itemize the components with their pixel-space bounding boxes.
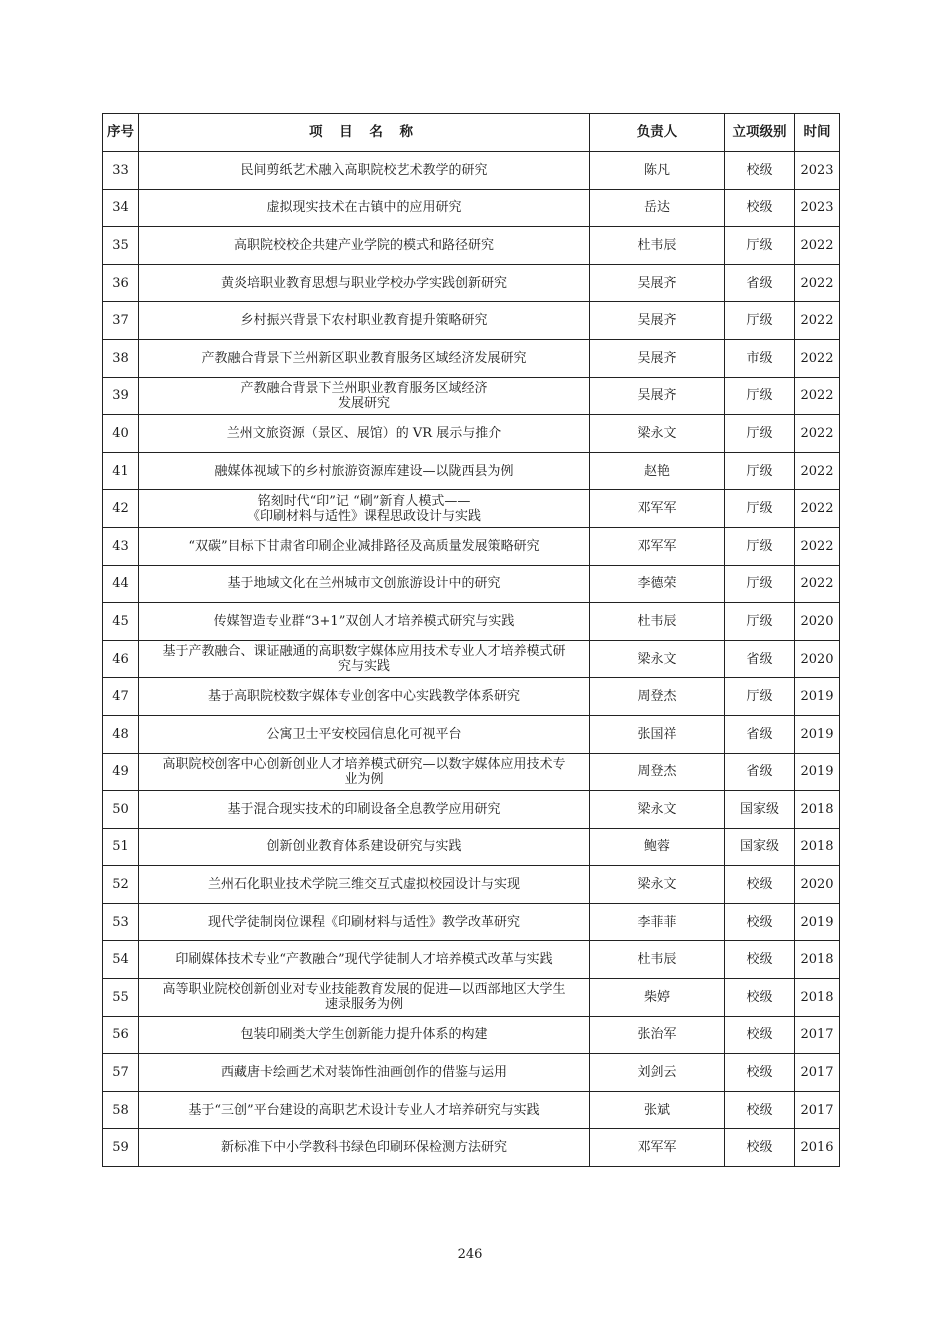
cell-year: 2018 <box>795 979 840 1017</box>
cell-level: 厅级 <box>725 415 795 453</box>
cell-project-name: 高等职业院校创新创业对专业技能教育发展的促进—以西部地区大学生 速录服务为例 <box>139 979 590 1017</box>
cell-project-name: 现代学徒制岗位课程《印刷材料与适性》教学改革研究 <box>139 903 590 941</box>
cell-project-name: 黄炎培职业教育思想与职业学校办学实践创新研究 <box>139 264 590 302</box>
cell-no: 38 <box>103 339 139 377</box>
cell-project-name: 高职院校创客中心创新创业人才培养模式研究—以数字媒体应用技术专 业为例 <box>139 753 590 791</box>
cell-no: 50 <box>103 791 139 829</box>
cell-year: 2023 <box>795 152 840 190</box>
cell-no: 46 <box>103 640 139 678</box>
table-row <box>103 565 840 603</box>
cell-level: 校级 <box>725 1091 795 1129</box>
cell-leader: 吴展齐 <box>590 377 725 415</box>
cell-year: 2022 <box>795 377 840 415</box>
table-row <box>103 1054 840 1092</box>
table-row <box>103 715 840 753</box>
cell-year: 2022 <box>795 527 840 565</box>
cell-level: 厅级 <box>725 452 795 490</box>
cell-no: 59 <box>103 1129 139 1167</box>
cell-leader: 赵艳 <box>590 452 725 490</box>
cell-leader: 邓军军 <box>590 527 725 565</box>
cell-leader: 李德荣 <box>590 565 725 603</box>
table-row <box>103 264 840 302</box>
table-row <box>103 941 840 979</box>
cell-project-name: 基于混合现实技术的印刷设备全息教学应用研究 <box>139 791 590 829</box>
cell-project-name: 西藏唐卡绘画艺术对装饰性油画创作的借鉴与运用 <box>139 1054 590 1092</box>
table-row <box>103 903 840 941</box>
header-no: 序号 <box>103 114 139 152</box>
table-row <box>103 979 840 1017</box>
cell-level: 厅级 <box>725 678 795 716</box>
cell-project-name: 产教融合背景下兰州职业教育服务区域经济 发展研究 <box>139 377 590 415</box>
cell-year: 2022 <box>795 415 840 453</box>
cell-no: 48 <box>103 715 139 753</box>
cell-year: 2019 <box>795 753 840 791</box>
table-header <box>103 114 840 152</box>
table-row <box>103 452 840 490</box>
table-row <box>103 377 840 415</box>
cell-project-name: 融媒体视域下的乡村旅游资源库建设—以陇西县为例 <box>139 452 590 490</box>
cell-leader: 杜韦辰 <box>590 227 725 265</box>
cell-no: 52 <box>103 866 139 904</box>
cell-leader: 吴展齐 <box>590 302 725 340</box>
cell-no: 51 <box>103 828 139 866</box>
cell-level: 厅级 <box>725 490 795 528</box>
cell-year: 2016 <box>795 1129 840 1167</box>
cell-year: 2018 <box>795 828 840 866</box>
cell-level: 国家级 <box>725 828 795 866</box>
cell-year: 2022 <box>795 490 840 528</box>
table-row <box>103 753 840 791</box>
cell-leader: 梁永文 <box>590 415 725 453</box>
cell-level: 校级 <box>725 189 795 227</box>
table-row <box>103 189 840 227</box>
cell-level: 校级 <box>725 979 795 1017</box>
table-row <box>103 527 840 565</box>
header-level: 立项级别 <box>725 114 795 152</box>
cell-leader: 岳达 <box>590 189 725 227</box>
cell-level: 市级 <box>725 339 795 377</box>
cell-level: 省级 <box>725 715 795 753</box>
cell-no: 55 <box>103 979 139 1017</box>
cell-project-name: 印刷媒体技术专业“产教融合”现代学徒制人才培养模式改革与实践 <box>139 941 590 979</box>
cell-leader: 邓军军 <box>590 1129 725 1167</box>
cell-no: 34 <box>103 189 139 227</box>
header-year: 时间 <box>795 114 840 152</box>
cell-level: 国家级 <box>725 791 795 829</box>
table-row <box>103 339 840 377</box>
cell-leader: 梁永文 <box>590 640 725 678</box>
cell-year: 2022 <box>795 264 840 302</box>
cell-leader: 周登杰 <box>590 678 725 716</box>
cell-level: 校级 <box>725 152 795 190</box>
cell-no: 53 <box>103 903 139 941</box>
cell-year: 2022 <box>795 565 840 603</box>
cell-leader: 杜韦辰 <box>590 603 725 641</box>
cell-no: 44 <box>103 565 139 603</box>
cell-no: 35 <box>103 227 139 265</box>
project-table <box>102 113 840 1167</box>
cell-no: 41 <box>103 452 139 490</box>
cell-level: 省级 <box>725 640 795 678</box>
cell-level: 厅级 <box>725 302 795 340</box>
cell-year: 2018 <box>795 941 840 979</box>
cell-leader: 柴婷 <box>590 979 725 1017</box>
cell-year: 2019 <box>795 715 840 753</box>
cell-year: 2019 <box>795 903 840 941</box>
cell-year: 2017 <box>795 1091 840 1129</box>
cell-level: 厅级 <box>725 603 795 641</box>
cell-project-name: 公寓卫士平安校园信息化可视平台 <box>139 715 590 753</box>
table-row <box>103 791 840 829</box>
cell-level: 校级 <box>725 1016 795 1054</box>
cell-leader: 杜韦辰 <box>590 941 725 979</box>
cell-year: 2018 <box>795 791 840 829</box>
cell-level: 省级 <box>725 753 795 791</box>
cell-project-name: 基于产教融合、课证融通的高职数字媒体应用技术专业人才培养模式研 究与实践 <box>139 640 590 678</box>
cell-year: 2017 <box>795 1016 840 1054</box>
table-row <box>103 1016 840 1054</box>
cell-no: 39 <box>103 377 139 415</box>
table-row <box>103 1091 840 1129</box>
cell-year: 2017 <box>795 1054 840 1092</box>
cell-project-name: 基于“三创”平台建设的高职艺术设计专业人才培养研究与实践 <box>139 1091 590 1129</box>
cell-no: 58 <box>103 1091 139 1129</box>
page-number: 246 <box>457 1247 483 1262</box>
cell-no: 57 <box>103 1054 139 1092</box>
cell-year: 2022 <box>795 452 840 490</box>
cell-year: 2022 <box>795 339 840 377</box>
table-row <box>103 415 840 453</box>
cell-leader: 吴展齐 <box>590 339 725 377</box>
cell-leader: 李菲菲 <box>590 903 725 941</box>
cell-leader: 梁永文 <box>590 866 725 904</box>
cell-project-name: 包装印刷类大学生创新能力提升体系的构建 <box>139 1016 590 1054</box>
cell-project-name: 乡村振兴背景下农村职业教育提升策略研究 <box>139 302 590 340</box>
cell-level: 厅级 <box>725 565 795 603</box>
cell-project-name: 产教融合背景下兰州新区职业教育服务区域经济发展研究 <box>139 339 590 377</box>
cell-no: 36 <box>103 264 139 302</box>
table-body <box>103 152 840 1167</box>
cell-no: 56 <box>103 1016 139 1054</box>
cell-leader: 刘剑云 <box>590 1054 725 1092</box>
cell-year: 2020 <box>795 603 840 641</box>
cell-leader: 梁永文 <box>590 791 725 829</box>
cell-project-name: 传媒智造专业群“3+1”双创人才培养模式研究与实践 <box>139 603 590 641</box>
cell-project-name: 兰州文旅资源（景区、展馆）的 VR 展示与推介 <box>139 415 590 453</box>
cell-leader: 吴展齐 <box>590 264 725 302</box>
table-row <box>103 640 840 678</box>
table-row <box>103 603 840 641</box>
table-row <box>103 302 840 340</box>
cell-no: 42 <box>103 490 139 528</box>
cell-level: 省级 <box>725 264 795 302</box>
header-lead: 负责人 <box>590 114 725 152</box>
table-row <box>103 1129 840 1167</box>
table-row <box>103 152 840 190</box>
cell-year: 2020 <box>795 866 840 904</box>
cell-project-name: 铭刻时代“印”记 “刷”新育人模式—— 《印刷材料与适性》课程思政设计与实践 <box>139 490 590 528</box>
header-row <box>103 114 840 152</box>
cell-no: 54 <box>103 941 139 979</box>
cell-level: 校级 <box>725 1129 795 1167</box>
cell-project-name: 新标准下中小学教科书绿色印刷环保检测方法研究 <box>139 1129 590 1167</box>
table-row <box>103 227 840 265</box>
cell-no: 47 <box>103 678 139 716</box>
cell-no: 45 <box>103 603 139 641</box>
cell-project-name: “双碳”目标下甘肃省印刷企业减排路径及高质量发展策略研究 <box>139 527 590 565</box>
cell-level: 厅级 <box>725 227 795 265</box>
cell-project-name: 兰州石化职业技术学院三维交互式虚拟校园设计与实现 <box>139 866 590 904</box>
cell-leader: 张斌 <box>590 1091 725 1129</box>
cell-year: 2020 <box>795 640 840 678</box>
cell-level: 校级 <box>725 903 795 941</box>
cell-no: 40 <box>103 415 139 453</box>
cell-leader: 周登杰 <box>590 753 725 791</box>
cell-level: 校级 <box>725 941 795 979</box>
cell-project-name: 民间剪纸艺术融入高职院校艺术教学的研究 <box>139 152 590 190</box>
table-row <box>103 866 840 904</box>
cell-project-name: 基于地域文化在兰州城市文创旅游设计中的研究 <box>139 565 590 603</box>
cell-year: 2019 <box>795 678 840 716</box>
cell-project-name: 高职院校校企共建产业学院的模式和路径研究 <box>139 227 590 265</box>
cell-year: 2022 <box>795 302 840 340</box>
table-row <box>103 828 840 866</box>
cell-leader: 张国祥 <box>590 715 725 753</box>
cell-project-name: 虚拟现实技术在古镇中的应用研究 <box>139 189 590 227</box>
header-name: 项 目 名 称 <box>139 114 590 152</box>
cell-no: 33 <box>103 152 139 190</box>
cell-project-name: 基于高职院校数字媒体专业创客中心实践教学体系研究 <box>139 678 590 716</box>
table-row <box>103 678 840 716</box>
cell-year: 2023 <box>795 189 840 227</box>
table-row <box>103 490 840 528</box>
cell-year: 2022 <box>795 227 840 265</box>
cell-no: 37 <box>103 302 139 340</box>
cell-leader: 邓军军 <box>590 490 725 528</box>
cell-no: 49 <box>103 753 139 791</box>
cell-leader: 张治军 <box>590 1016 725 1054</box>
cell-level: 厅级 <box>725 377 795 415</box>
cell-level: 厅级 <box>725 527 795 565</box>
cell-project-name: 创新创业教育体系建设研究与实践 <box>139 828 590 866</box>
cell-no: 43 <box>103 527 139 565</box>
cell-level: 校级 <box>725 866 795 904</box>
cell-leader: 陈凡 <box>590 152 725 190</box>
cell-level: 校级 <box>725 1054 795 1092</box>
cell-leader: 鲍蓉 <box>590 828 725 866</box>
